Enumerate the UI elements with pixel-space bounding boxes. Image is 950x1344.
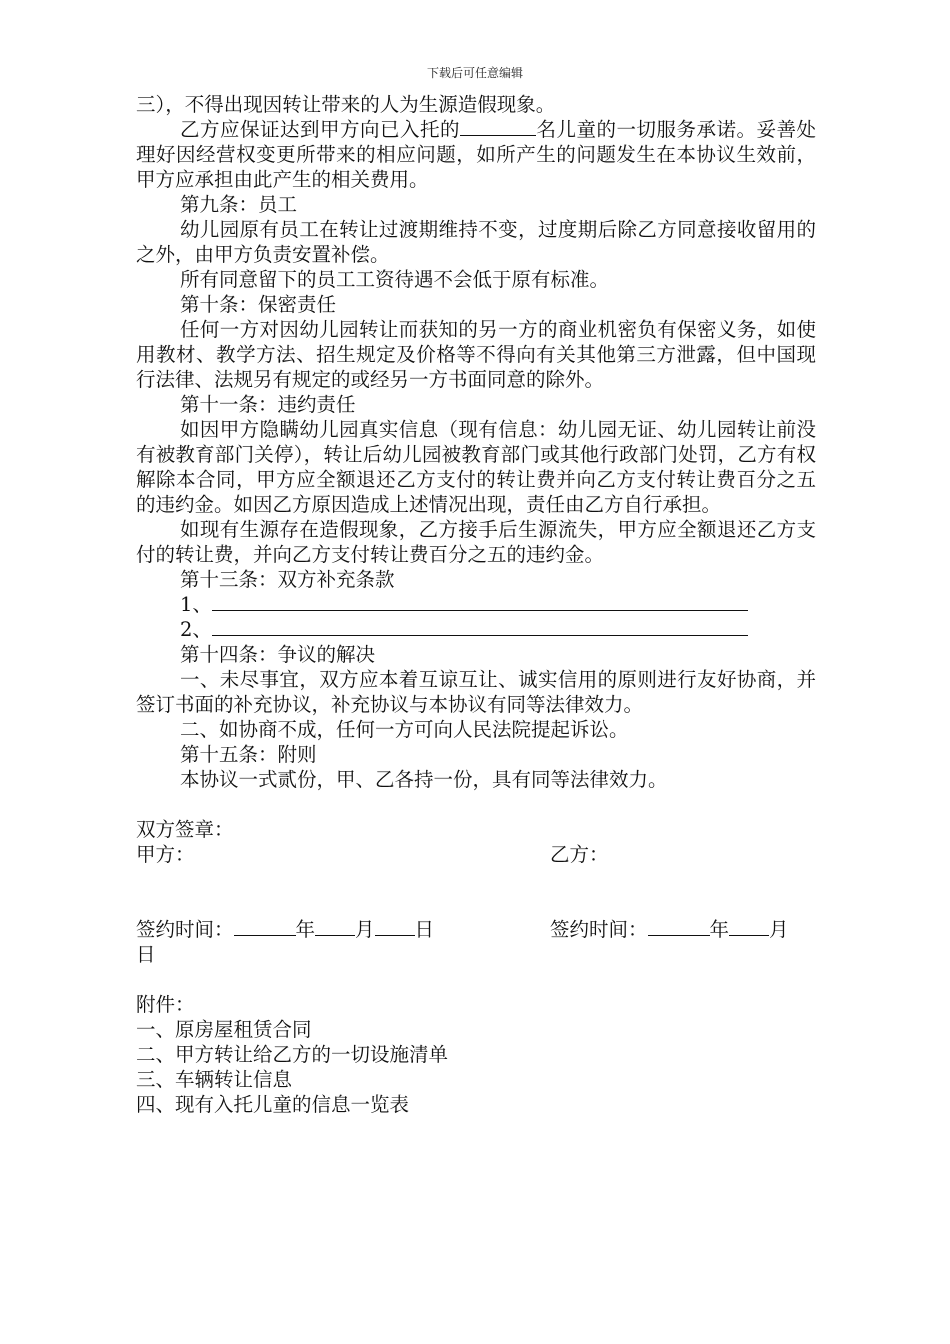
paragraph: 三），不得出现因转让带来的人为生源造假现象。: [136, 93, 556, 116]
month-label: 月: [355, 918, 375, 941]
paragraph-text: 名儿童的一切服务承诺。妥善处理好因经营权变更所带来的相应问题，如所产生的问题发生在本协议生效前，甲方应承担由此产生的相关费用。: [136, 118, 816, 191]
attachment-item: 三、车辆转让信息: [136, 1068, 293, 1091]
article-title: 第十一条：违约责任: [180, 393, 356, 416]
paragraph: 二、如协商不成，任何一方可向人民法院提起诉讼。: [180, 718, 629, 741]
signature-heading: 双方签章：: [136, 818, 234, 841]
item-number: 2、: [180, 618, 212, 641]
fill-blank: [460, 117, 536, 136]
party-b-day-label: 日: [136, 943, 156, 966]
paragraph: 幼儿园原有员工在转让过渡期维持不变，过度期后除乙方同意接收留用的之外，由甲方负责安置补偿。: [136, 218, 816, 266]
article-title: 第十五条：附则: [180, 743, 317, 766]
party-a-label: 甲方：: [136, 843, 195, 866]
spacer: [136, 867, 816, 917]
month-blank: [729, 917, 769, 936]
paragraph: 任何一方对因幼儿园转让而获知的另一方的商业机密负有保密义务，如使用教材、教学方法、招生规定及价格等不得向有关其他第三方泄露，但中国现行法律、法规另有规定的或经另一方书面同意的除外。: [136, 318, 816, 391]
article-title: 第十三条：双方补充条款: [180, 568, 395, 591]
year-label: 年: [295, 918, 316, 941]
party-b-date: [550, 917, 816, 942]
year-blank: [648, 917, 710, 936]
item-number: 1、: [180, 593, 212, 616]
article-title: 第十条：保密责任: [180, 293, 337, 316]
party-a-date: [136, 917, 550, 942]
party-b-label: 乙方：: [550, 843, 609, 866]
year-blank: [234, 917, 296, 936]
paragraph: 如因甲方隐瞒幼儿园真实信息（现有信息：幼儿园无证、幼儿园转让前没有被教育部门关停），转让后幼儿园被教育部门或其他行政部门处罚，乙方有权解除本合同，甲方应全额退还乙方支付的转让费并向乙方支付转让费百分之五的违约金。如因乙方原因造成上述情况出现，责任由乙方自行承担。: [136, 418, 816, 516]
month-blank: [315, 917, 355, 936]
supplement-item: [136, 617, 816, 642]
attachment-item: 四、现有入托儿童的信息一览表: [136, 1093, 410, 1116]
spacer: [136, 792, 816, 817]
spacer: [136, 967, 816, 992]
month-label: 月: [769, 918, 789, 941]
article-title: 第九条：员工: [180, 193, 298, 216]
attachment-item: 二、甲方转让给乙方的一切设施清单: [136, 1043, 449, 1066]
day-label: 日: [414, 918, 435, 941]
date-label: 签约时间：: [550, 918, 648, 941]
supplement-item: [136, 592, 816, 617]
attachments-heading: 附件：: [136, 993, 195, 1016]
paragraph: 所有同意留下的员工工资待遇不会低于原有标准。: [180, 268, 610, 291]
date-label: 签约时间：: [136, 918, 234, 941]
day-blank: [375, 917, 415, 936]
paragraph: 一、未尽事宜，双方应本着互谅互让、诚实信用的原则进行友好协商，并签订书面的补充协议，补充协议与本协议有同等法律效力。: [136, 668, 816, 716]
paragraph: 本协议一式贰份，甲、乙各持一份，具有同等法律效力。: [180, 768, 668, 791]
signing-dates: [136, 917, 816, 942]
paragraph: [136, 117, 816, 192]
fill-line: [212, 617, 748, 636]
fill-line: [212, 592, 748, 611]
signature-parties: [136, 842, 816, 867]
attachment-item: 一、原房屋租赁合同: [136, 1018, 312, 1041]
year-label: 年: [709, 918, 730, 941]
paragraph-text: 乙方应保证达到甲方向已入托的: [180, 118, 460, 141]
header-note: 下载后可任意编辑: [426, 66, 523, 80]
contract-body: [136, 92, 816, 1117]
article-title: 第十四条：争议的解决: [180, 643, 376, 666]
paragraph: 如现有生源存在造假现象，乙方接手后生源流失，甲方应全额退还乙方支付的转让费，并向乙方支付转让费百分之五的违约金。: [136, 518, 816, 566]
